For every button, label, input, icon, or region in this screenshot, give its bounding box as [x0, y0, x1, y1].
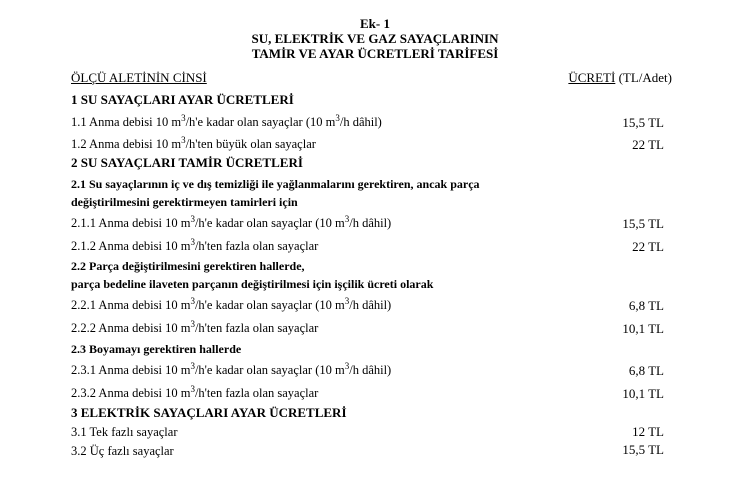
superscript: 3 [344, 296, 350, 306]
superscript: 3 [190, 214, 195, 224]
item-2-2-1-price: 6,8 TL [628, 298, 664, 313]
item-text: /h'ten fazla olan sayaçlar [194, 386, 319, 400]
item-text: 1.2 Anma debisi 10 m [71, 137, 182, 151]
item-3-1: 3.1 Tek fazlı sayaçlar [71, 425, 178, 439]
item-2-3-1-price: 6,8 TL [628, 363, 664, 378]
item-text: 2.1.1 Anma debisi 10 m [71, 216, 191, 230]
item-3-1-price: 12 TL [632, 424, 664, 439]
item-text: 2.1.2 Anma debisi 10 m [71, 239, 191, 253]
superscript: 3 [190, 296, 195, 306]
item-3-2-price: 15,5 TL [622, 442, 664, 457]
item-1-2 [71, 137, 316, 151]
item-text: /h'e kadar olan sayaçlar (10 m [194, 298, 345, 312]
item-2-2-heading-line-1: 2.2 Parça değiştirilmesini gerektiren hallerde, [71, 259, 305, 273]
column-header-fee-label: ÜCRETİ [568, 70, 616, 85]
superscript: 3 [344, 214, 350, 224]
superscript: 3 [190, 237, 195, 247]
section-1-heading: 1 SU SAYAÇLARI AYAR ÜCRETLERİ [71, 92, 294, 107]
item-2-2-1 [71, 298, 391, 312]
item-text: /h'ten büyük olan sayaçlar [185, 137, 316, 151]
item-2-1-2-price: 22 TL [632, 239, 664, 254]
item-text: 2.3.1 Anma debisi 10 m [71, 363, 191, 377]
item-1-1-price: 15,5 TL [622, 115, 664, 130]
superscript: 3 [344, 361, 350, 371]
item-text: /h dâhil) [349, 363, 392, 377]
item-2-2-heading-line-2: parça bedeline ilaveten parçanın değiştirilmesi için işçilik ücreti olarak [71, 277, 434, 291]
item-text: /h dâhil) [339, 115, 382, 129]
item-text: /h dâhil) [349, 216, 392, 230]
superscript: 3 [190, 384, 195, 394]
item-2-1-1 [71, 216, 391, 230]
item-text: 2.3.2 Anma debisi 10 m [71, 386, 191, 400]
item-2-2-2 [71, 321, 318, 335]
item-3-2: 3.2 Üç fazlı sayaçlar [71, 444, 174, 458]
column-header-fee [568, 70, 672, 86]
item-2-2-2-price: 10,1 TL [622, 321, 664, 336]
item-2-1-heading-line-1: 2.1 Su sayaçlarının iç ve dış temizliği ile yağlanmalarını gerektiren, ancak parça [71, 177, 480, 191]
item-text: 1.1 Anma debisi 10 m [71, 115, 182, 129]
item-2-3-heading: 2.3 Boyamayı gerektiren hallerde [71, 342, 242, 356]
column-header-instrument-type: ÖLÇÜ ALETİNİN CİNSİ [71, 70, 207, 85]
annex-label: Ek- 1 [360, 16, 390, 31]
superscript: 3 [181, 113, 186, 123]
item-2-3-2-price: 10,1 TL [622, 386, 664, 401]
item-text: /h'e kadar olan sayaçlar (10 m [194, 216, 345, 230]
superscript: 3 [335, 113, 340, 123]
item-2-1-heading-line-2: değiştirilmesini gerektirmeyen tamirleri için [71, 195, 298, 209]
document-title-line-2: TAMİR VE AYAR ÜCRETLERİ TARİFESİ [251, 46, 499, 61]
item-2-3-1 [71, 363, 391, 377]
item-1-1 [71, 115, 382, 129]
superscript: 3 [190, 361, 195, 371]
superscript: 3 [190, 319, 195, 329]
item-text: /h'e kadar olan sayaçlar (10 m [185, 115, 336, 129]
item-text: /h'ten fazla olan sayaçlar [194, 239, 319, 253]
item-text: /h dâhil) [349, 298, 392, 312]
superscript: 3 [181, 135, 186, 145]
item-2-1-2 [71, 239, 318, 253]
item-2-3-2 [71, 386, 318, 400]
item-text: 2.2.2 Anma debisi 10 m [71, 321, 191, 335]
item-text: /h'e kadar olan sayaçlar (10 m [194, 363, 345, 377]
item-text: 2.2.1 Anma debisi 10 m [71, 298, 191, 312]
section-3-heading: 3 ELEKTRİK SAYAÇLARI AYAR ÜCRETLERİ [71, 405, 347, 420]
document-title-line-1: SU, ELEKTRİK VE GAZ SAYAÇLARININ [251, 31, 499, 46]
section-2-heading: 2 SU SAYAÇLARI TAMİR ÜCRETLERİ [71, 155, 303, 170]
item-2-1-1-price: 15,5 TL [622, 216, 664, 231]
column-header-fee-unit: (TL/Adet) [615, 70, 672, 85]
item-text: /h'ten fazla olan sayaçlar [194, 321, 319, 335]
item-1-2-price: 22 TL [632, 137, 664, 152]
